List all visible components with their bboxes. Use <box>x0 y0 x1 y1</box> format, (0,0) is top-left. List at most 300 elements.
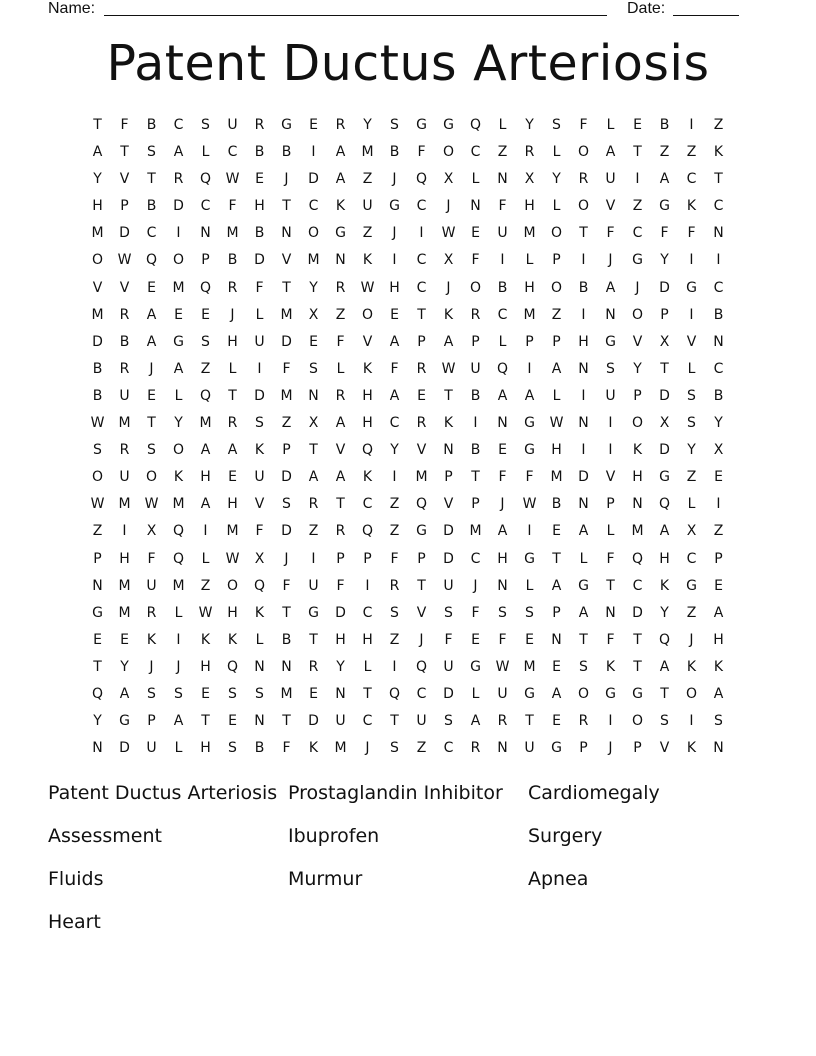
grid-letter[interactable]: F <box>336 577 345 594</box>
grid-letter[interactable]: C <box>227 144 238 161</box>
grid-letter[interactable]: J <box>284 171 289 188</box>
grid-letter[interactable]: C <box>686 550 697 567</box>
grid-letter[interactable]: G <box>173 333 184 350</box>
grid-letter[interactable]: Z <box>389 496 400 513</box>
grid-letter[interactable]: O <box>91 469 104 486</box>
grid-letter[interactable]: J <box>284 550 289 567</box>
grid-letter[interactable]: R <box>119 360 130 377</box>
grid-letter[interactable]: T <box>309 631 318 648</box>
grid-letter[interactable]: D <box>92 333 103 350</box>
grid-letter[interactable]: H <box>227 604 238 621</box>
grid-letter[interactable]: W <box>441 225 456 242</box>
grid-letter[interactable]: H <box>497 550 508 567</box>
grid-letter[interactable]: K <box>173 469 184 486</box>
grid-letter[interactable]: S <box>660 713 669 730</box>
grid-letter[interactable]: C <box>416 252 427 269</box>
grid-letter[interactable]: G <box>578 577 589 594</box>
grid-letter[interactable]: H <box>119 550 130 567</box>
grid-letter[interactable]: N <box>200 225 211 242</box>
grid-letter[interactable]: Y <box>309 279 318 296</box>
grid-letter[interactable]: E <box>201 685 210 702</box>
grid-letter[interactable]: R <box>497 713 508 730</box>
grid-letter[interactable]: Z <box>551 306 562 323</box>
grid-letter[interactable]: M <box>226 523 239 540</box>
grid-letter[interactable]: P <box>120 198 129 215</box>
grid-letter[interactable]: Z <box>416 740 427 757</box>
grid-letter[interactable]: R <box>470 740 481 757</box>
grid-letter[interactable]: K <box>443 306 454 323</box>
grid-letter[interactable]: Y <box>390 442 399 459</box>
grid-letter[interactable]: R <box>308 496 319 513</box>
grid-letter[interactable]: M <box>361 144 374 161</box>
grid-letter[interactable]: O <box>577 144 590 161</box>
grid-letter[interactable]: M <box>91 306 104 323</box>
grid-letter[interactable]: H <box>254 198 265 215</box>
grid-letter[interactable]: Q <box>658 496 671 513</box>
grid-letter[interactable]: S <box>444 604 453 621</box>
grid-letter[interactable]: G <box>308 604 319 621</box>
grid-letter[interactable]: N <box>335 685 346 702</box>
grid-letter[interactable]: A <box>497 387 508 404</box>
grid-letter[interactable]: J <box>608 252 613 269</box>
grid-letter[interactable]: E <box>174 306 183 323</box>
grid-letter[interactable]: F <box>687 225 696 242</box>
grid-letter[interactable]: T <box>282 713 291 730</box>
grid-letter[interactable]: W <box>90 496 105 513</box>
grid-letter[interactable]: S <box>390 117 399 133</box>
grid-letter[interactable]: M <box>415 469 428 486</box>
grid-letter[interactable]: B <box>92 387 103 404</box>
grid-letter[interactable]: S <box>255 415 264 432</box>
grid-letter[interactable]: O <box>631 306 644 323</box>
grid-letter[interactable]: A <box>605 279 616 296</box>
grid-letter[interactable]: O <box>145 469 158 486</box>
grid-letter[interactable]: U <box>524 740 535 757</box>
grid-letter[interactable]: O <box>361 306 374 323</box>
grid-letter[interactable]: B <box>146 198 157 215</box>
grid-letter[interactable]: W <box>117 252 132 269</box>
grid-letter[interactable]: I <box>176 225 181 242</box>
grid-letter[interactable]: P <box>444 469 453 486</box>
grid-letter[interactable]: I <box>689 252 694 269</box>
grid-letter[interactable]: K <box>200 631 211 648</box>
grid-letter[interactable]: Q <box>415 496 428 513</box>
grid-letter[interactable]: K <box>443 415 454 432</box>
grid-letter[interactable]: O <box>469 279 482 296</box>
grid-letter[interactable]: P <box>471 496 480 513</box>
grid-letter[interactable]: P <box>633 740 642 757</box>
grid-letter[interactable]: M <box>118 496 131 513</box>
grid-letter[interactable]: A <box>605 144 616 161</box>
grid-letter[interactable]: J <box>149 658 154 675</box>
grid-letter[interactable]: J <box>500 496 505 513</box>
grid-letter[interactable]: F <box>579 117 588 133</box>
grid-letter[interactable]: Z <box>92 523 103 540</box>
grid-letter[interactable]: N <box>578 360 589 377</box>
grid-letter[interactable]: F <box>471 252 480 269</box>
grid-letter[interactable]: I <box>635 171 640 188</box>
grid-letter[interactable]: R <box>119 306 130 323</box>
grid-letter[interactable]: U <box>416 713 427 730</box>
grid-letter[interactable]: R <box>578 713 589 730</box>
grid-letter[interactable]: W <box>144 496 159 513</box>
grid-letter[interactable]: M <box>631 523 644 540</box>
grid-letter[interactable]: G <box>551 740 562 757</box>
grid-letter[interactable]: H <box>578 333 589 350</box>
grid-letter[interactable]: W <box>198 604 213 621</box>
grid-letter[interactable]: C <box>713 279 724 296</box>
grid-letter[interactable]: I <box>716 496 721 513</box>
grid-letter[interactable]: A <box>470 713 481 730</box>
grid-letter[interactable]: I <box>581 252 586 269</box>
grid-letter[interactable]: S <box>687 415 696 432</box>
grid-letter[interactable]: O <box>172 252 185 269</box>
grid-letter[interactable]: G <box>686 279 697 296</box>
grid-letter[interactable]: K <box>713 658 724 675</box>
grid-letter[interactable]: N <box>497 415 508 432</box>
grid-letter[interactable]: T <box>282 198 291 215</box>
grid-letter[interactable]: N <box>605 306 616 323</box>
grid-letter[interactable]: E <box>390 306 399 323</box>
grid-letter[interactable]: E <box>309 117 318 133</box>
grid-letter[interactable]: S <box>147 685 156 702</box>
grid-letter[interactable]: N <box>497 577 508 594</box>
grid-letter[interactable]: A <box>92 144 103 161</box>
grid-letter[interactable]: J <box>176 658 181 675</box>
grid-letter[interactable]: U <box>146 577 157 594</box>
grid-letter[interactable]: G <box>335 225 346 242</box>
grid-letter[interactable]: L <box>525 252 534 269</box>
grid-letter[interactable]: R <box>308 658 319 675</box>
grid-letter[interactable]: R <box>227 279 238 296</box>
grid-letter[interactable]: A <box>335 415 346 432</box>
grid-letter[interactable]: Z <box>713 117 724 133</box>
grid-letter[interactable]: N <box>551 631 562 648</box>
grid-letter[interactable]: K <box>362 360 373 377</box>
grid-letter[interactable]: Y <box>336 658 345 675</box>
grid-letter[interactable]: H <box>200 658 211 675</box>
grid-letter[interactable]: T <box>120 144 129 161</box>
grid-letter[interactable]: Y <box>687 442 696 459</box>
grid-letter[interactable]: E <box>552 523 561 540</box>
grid-letter[interactable]: Y <box>93 171 102 188</box>
grid-letter[interactable]: A <box>551 577 562 594</box>
grid-letter[interactable]: V <box>416 604 427 621</box>
grid-letter[interactable]: I <box>419 225 424 242</box>
grid-letter[interactable]: U <box>443 577 454 594</box>
grid-letter[interactable]: I <box>392 469 397 486</box>
grid-letter[interactable]: R <box>254 117 265 133</box>
grid-letter[interactable]: L <box>363 658 372 675</box>
grid-letter[interactable]: P <box>363 550 372 567</box>
grid-letter[interactable]: M <box>334 740 347 757</box>
grid-letter[interactable]: V <box>443 496 454 513</box>
grid-letter[interactable]: U <box>362 198 373 215</box>
grid-letter[interactable]: Q <box>199 279 212 296</box>
grid-letter[interactable]: D <box>659 387 670 404</box>
grid-letter[interactable]: G <box>281 117 292 133</box>
grid-letter[interactable]: B <box>254 740 265 757</box>
grid-letter[interactable]: K <box>362 252 373 269</box>
grid-letter[interactable]: S <box>147 442 156 459</box>
grid-letter[interactable]: Z <box>497 144 508 161</box>
grid-letter[interactable]: V <box>119 279 130 296</box>
grid-letter[interactable]: Y <box>552 171 561 188</box>
grid-letter[interactable]: G <box>524 442 535 459</box>
grid-letter[interactable]: T <box>93 658 102 675</box>
grid-letter[interactable]: T <box>660 360 669 377</box>
grid-letter[interactable]: D <box>308 171 319 188</box>
grid-letter[interactable]: G <box>524 685 535 702</box>
grid-letter[interactable]: S <box>93 442 102 459</box>
grid-letter[interactable]: C <box>713 198 724 215</box>
grid-letter[interactable]: A <box>524 387 535 404</box>
grid-letter[interactable]: J <box>635 279 640 296</box>
grid-letter[interactable]: I <box>176 631 181 648</box>
grid-letter[interactable]: A <box>713 685 724 702</box>
grid-letter[interactable]: J <box>419 631 424 648</box>
grid-letter[interactable]: L <box>336 360 345 377</box>
name-field[interactable] <box>104 0 607 16</box>
grid-letter[interactable]: M <box>91 225 104 242</box>
grid-letter[interactable]: S <box>228 740 237 757</box>
grid-letter[interactable]: O <box>91 252 104 269</box>
grid-letter[interactable]: I <box>392 658 397 675</box>
grid-letter[interactable]: P <box>147 713 156 730</box>
grid-letter[interactable]: D <box>335 604 346 621</box>
grid-letter[interactable]: R <box>227 415 238 432</box>
grid-letter[interactable]: H <box>659 550 670 567</box>
grid-letter[interactable]: I <box>581 387 586 404</box>
grid-letter[interactable]: S <box>201 117 210 133</box>
grid-letter[interactable]: B <box>389 144 400 161</box>
grid-letter[interactable]: B <box>281 631 292 648</box>
grid-letter[interactable]: D <box>281 469 292 486</box>
grid-letter[interactable]: K <box>632 442 643 459</box>
grid-letter[interactable]: F <box>660 225 669 242</box>
grid-letter[interactable]: L <box>201 144 210 161</box>
grid-letter[interactable]: T <box>282 604 291 621</box>
grid-letter[interactable]: F <box>390 550 399 567</box>
grid-letter[interactable]: T <box>93 117 102 133</box>
grid-letter[interactable]: R <box>578 171 589 188</box>
grid-letter[interactable]: T <box>579 225 588 242</box>
grid-letter[interactable]: E <box>417 387 426 404</box>
grid-letter[interactable]: J <box>365 740 370 757</box>
grid-letter[interactable]: A <box>578 604 589 621</box>
grid-letter[interactable]: G <box>470 658 481 675</box>
grid-letter[interactable]: Z <box>389 631 400 648</box>
grid-letter[interactable]: S <box>147 144 156 161</box>
grid-letter[interactable]: Q <box>469 117 482 133</box>
grid-letter[interactable]: S <box>714 713 723 730</box>
grid-letter[interactable]: Q <box>172 550 185 567</box>
grid-letter[interactable]: T <box>282 279 291 296</box>
grid-letter[interactable]: P <box>660 306 669 323</box>
grid-letter[interactable]: U <box>254 469 265 486</box>
grid-letter[interactable]: G <box>632 252 643 269</box>
grid-letter[interactable]: A <box>173 360 184 377</box>
grid-letter[interactable]: Z <box>686 469 697 486</box>
grid-letter[interactable]: D <box>173 198 184 215</box>
grid-letter[interactable]: R <box>389 577 400 594</box>
grid-letter[interactable]: C <box>713 360 724 377</box>
grid-letter[interactable]: E <box>552 713 561 730</box>
grid-letter[interactable]: F <box>471 604 480 621</box>
grid-letter[interactable]: H <box>389 279 400 296</box>
grid-letter[interactable]: F <box>282 360 291 377</box>
grid-letter[interactable]: M <box>280 387 293 404</box>
grid-letter[interactable]: H <box>362 415 373 432</box>
grid-letter[interactable]: E <box>309 685 318 702</box>
grid-letter[interactable]: P <box>417 333 426 350</box>
grid-letter[interactable]: F <box>390 360 399 377</box>
grid-letter[interactable]: S <box>579 658 588 675</box>
grid-letter[interactable]: P <box>552 604 561 621</box>
grid-letter[interactable]: N <box>632 496 643 513</box>
grid-letter[interactable]: H <box>362 631 373 648</box>
grid-letter[interactable]: W <box>225 550 240 567</box>
grid-letter[interactable]: F <box>255 279 264 296</box>
grid-letter[interactable]: I <box>608 442 613 459</box>
grid-letter[interactable]: J <box>392 171 397 188</box>
grid-letter[interactable]: K <box>362 469 373 486</box>
grid-letter[interactable]: M <box>550 469 563 486</box>
grid-letter[interactable]: V <box>362 333 373 350</box>
grid-letter[interactable]: F <box>282 740 291 757</box>
grid-letter[interactable]: R <box>524 144 535 161</box>
grid-letter[interactable]: Y <box>363 117 372 133</box>
grid-letter[interactable]: I <box>365 577 370 594</box>
grid-letter[interactable]: S <box>282 496 291 513</box>
grid-letter[interactable]: Z <box>632 198 643 215</box>
grid-letter[interactable]: V <box>254 496 265 513</box>
grid-letter[interactable]: G <box>605 333 616 350</box>
grid-letter[interactable]: A <box>308 469 319 486</box>
grid-letter[interactable]: I <box>608 415 613 432</box>
grid-letter[interactable]: T <box>417 306 426 323</box>
grid-letter[interactable]: O <box>550 279 563 296</box>
grid-letter[interactable]: I <box>527 360 532 377</box>
grid-letter[interactable]: F <box>498 469 507 486</box>
grid-letter[interactable]: Z <box>659 144 670 161</box>
grid-letter[interactable]: H <box>524 279 535 296</box>
grid-letter[interactable]: A <box>551 360 562 377</box>
grid-letter[interactable]: A <box>173 144 184 161</box>
grid-letter[interactable]: A <box>389 387 400 404</box>
grid-letter[interactable]: M <box>118 604 131 621</box>
grid-letter[interactable]: K <box>227 631 238 648</box>
grid-letter[interactable]: I <box>581 306 586 323</box>
grid-letter[interactable]: L <box>687 360 696 377</box>
grid-letter[interactable]: G <box>632 685 643 702</box>
grid-letter[interactable]: C <box>632 577 643 594</box>
grid-letter[interactable]: T <box>417 577 426 594</box>
grid-letter[interactable]: W <box>90 415 105 432</box>
grid-letter[interactable]: A <box>335 171 346 188</box>
grid-letter[interactable]: A <box>119 685 130 702</box>
grid-letter[interactable]: F <box>120 117 129 133</box>
grid-letter[interactable]: E <box>633 117 642 133</box>
grid-letter[interactable]: R <box>173 171 184 188</box>
grid-letter[interactable]: G <box>605 685 616 702</box>
grid-letter[interactable]: I <box>581 442 586 459</box>
grid-letter[interactable]: N <box>578 415 589 432</box>
grid-letter[interactable]: P <box>471 333 480 350</box>
grid-letter[interactable]: X <box>659 415 670 432</box>
grid-letter[interactable]: C <box>146 225 157 242</box>
grid-letter[interactable]: T <box>363 685 372 702</box>
grid-letter[interactable]: F <box>525 469 534 486</box>
grid-letter[interactable]: U <box>308 577 319 594</box>
grid-letter[interactable]: F <box>147 550 156 567</box>
grid-letter[interactable]: A <box>200 496 211 513</box>
grid-letter[interactable]: Q <box>226 658 239 675</box>
grid-letter[interactable]: G <box>119 713 130 730</box>
grid-letter[interactable]: W <box>360 279 375 296</box>
grid-letter[interactable]: T <box>147 171 156 188</box>
grid-letter[interactable]: M <box>523 306 536 323</box>
grid-letter[interactable]: M <box>172 279 185 296</box>
grid-letter[interactable]: J <box>689 631 694 648</box>
grid-letter[interactable]: V <box>92 279 103 296</box>
grid-letter[interactable]: T <box>444 387 453 404</box>
grid-letter[interactable]: E <box>228 469 237 486</box>
grid-letter[interactable]: C <box>416 279 427 296</box>
grid-letter[interactable]: V <box>632 333 643 350</box>
grid-letter[interactable]: D <box>254 252 265 269</box>
grid-letter[interactable]: I <box>527 523 532 540</box>
grid-letter[interactable]: I <box>311 550 316 567</box>
grid-letter[interactable]: B <box>497 279 508 296</box>
grid-letter[interactable]: M <box>118 415 131 432</box>
grid-letter[interactable]: O <box>685 685 698 702</box>
grid-letter[interactable]: M <box>172 577 185 594</box>
grid-letter[interactable]: K <box>335 198 346 215</box>
grid-letter[interactable]: K <box>605 658 616 675</box>
grid-letter[interactable]: U <box>470 360 481 377</box>
grid-letter[interactable]: N <box>497 171 508 188</box>
grid-letter[interactable]: U <box>119 387 130 404</box>
grid-letter[interactable]: U <box>443 658 454 675</box>
grid-letter[interactable]: G <box>416 523 427 540</box>
grid-letter[interactable]: T <box>633 631 642 648</box>
grid-letter[interactable]: J <box>392 225 397 242</box>
grid-letter[interactable]: V <box>119 171 130 188</box>
grid-letter[interactable]: T <box>201 713 210 730</box>
grid-letter[interactable]: L <box>174 387 183 404</box>
grid-letter[interactable]: H <box>200 469 211 486</box>
grid-letter[interactable]: K <box>686 658 697 675</box>
grid-letter[interactable]: L <box>174 604 183 621</box>
grid-letter[interactable]: A <box>200 442 211 459</box>
grid-letter[interactable]: X <box>659 333 670 350</box>
grid-letter[interactable]: G <box>524 550 535 567</box>
grid-letter[interactable]: B <box>659 117 670 133</box>
grid-letter[interactable]: V <box>335 442 346 459</box>
grid-letter[interactable]: W <box>522 496 537 513</box>
grid-letter[interactable]: E <box>525 631 534 648</box>
grid-letter[interactable]: R <box>335 523 346 540</box>
grid-letter[interactable]: S <box>444 713 453 730</box>
grid-letter[interactable]: E <box>471 225 480 242</box>
grid-letter[interactable]: O <box>631 713 644 730</box>
grid-letter[interactable]: M <box>523 658 536 675</box>
grid-letter[interactable]: O <box>577 685 590 702</box>
grid-letter[interactable]: I <box>716 252 721 269</box>
grid-letter[interactable]: I <box>122 523 127 540</box>
grid-letter[interactable]: J <box>149 360 154 377</box>
